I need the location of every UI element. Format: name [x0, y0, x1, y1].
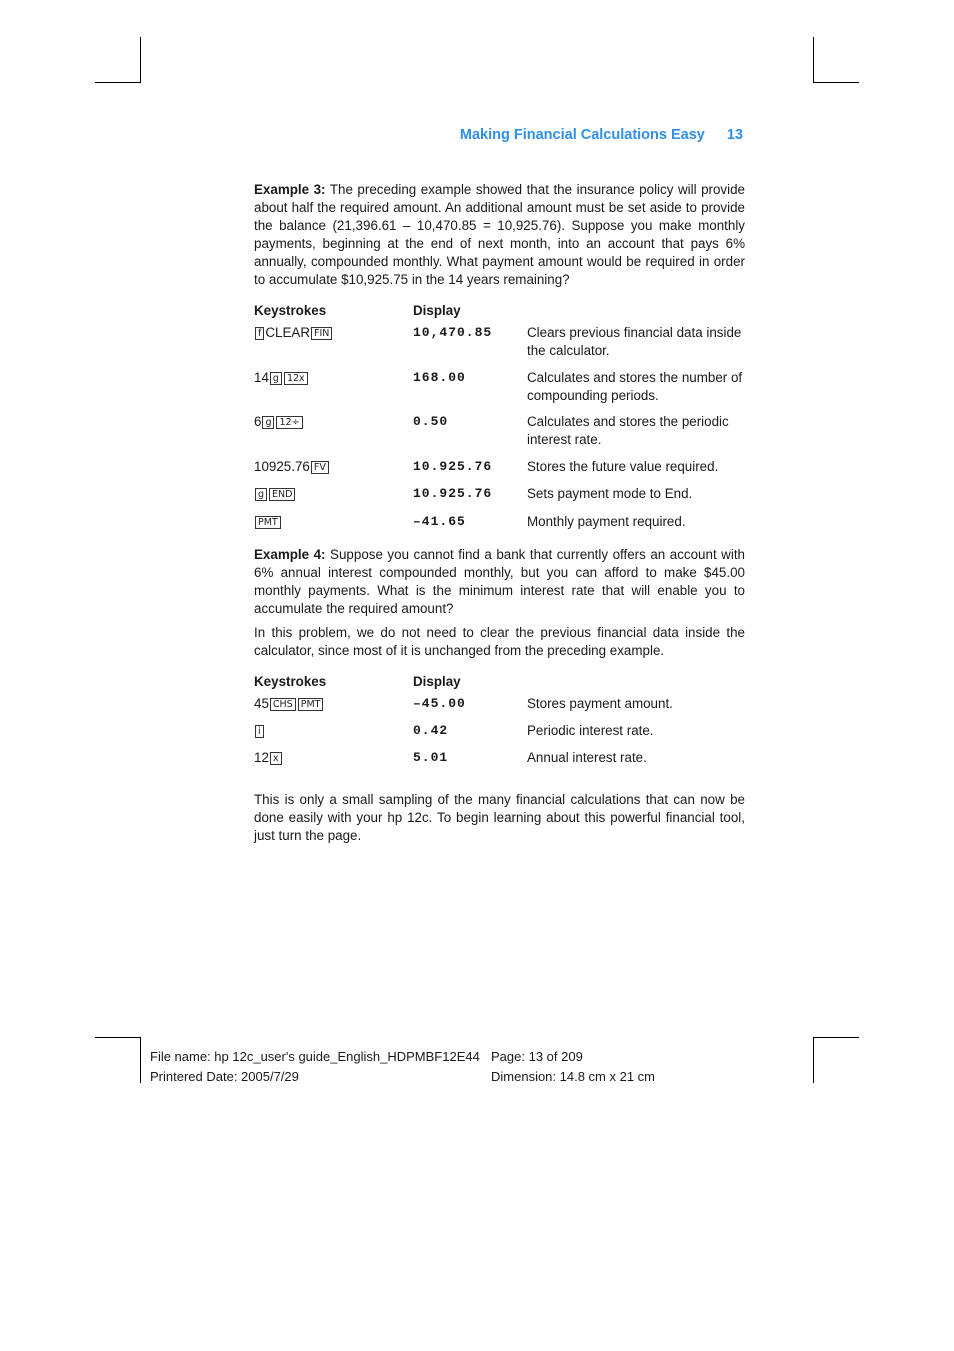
table-row — [254, 485, 745, 513]
crop-mark-top-right-v — [813, 37, 814, 83]
keystroke-cell — [254, 722, 413, 749]
header-title: Making Financial Calculations Easy — [459, 127, 705, 143]
description: Annual interest rate. — [527, 750, 647, 765]
footer-dimension: Dimension: 14.8 cm x 21 cm — [491, 1069, 656, 1084]
header-page-number: 13 — [726, 127, 743, 143]
description: Monthly payment required. — [527, 514, 686, 529]
pmt-key: PMT — [298, 698, 324, 711]
table-row — [254, 513, 745, 540]
display-value: 0.50 — [413, 414, 449, 429]
display-value: 10.925.76 — [413, 459, 493, 474]
f-key: f — [255, 327, 264, 340]
keystroke-cell — [254, 513, 413, 540]
crop-mark-bottom-right-h — [813, 1037, 859, 1038]
example-4-paragraph — [254, 546, 745, 618]
crop-mark-bottom-right-v — [813, 1037, 814, 1083]
description: Stores the future value required. — [527, 459, 719, 474]
crop-mark-bottom-left-v — [140, 1037, 141, 1083]
display-value: 0.42 — [413, 723, 449, 738]
description: Calculates and stores the number of compounding periods. — [527, 370, 743, 403]
example-4-label: Example 4: — [254, 547, 326, 562]
table-row — [254, 324, 745, 369]
crop-mark-top-right-h — [813, 82, 859, 83]
g-key: g — [255, 488, 267, 501]
closing-paragraph: This is only a small sampling of the many financial calculations that can now be done easily with your hp 12c. To begin learning about this powerful financial tool, just turn the page. — [254, 792, 745, 843]
pmt-key: PMT — [255, 516, 281, 529]
chs-key: CHS — [270, 698, 296, 711]
keystroke-table-2 — [254, 668, 745, 776]
display-value: 10,470.85 — [413, 325, 493, 340]
display-value: 10.925.76 — [413, 486, 493, 501]
keystroke-cell — [254, 485, 413, 513]
i-key: i — [255, 725, 264, 738]
page-content — [254, 181, 745, 845]
table-row — [254, 458, 745, 485]
display-value: 168.00 — [413, 370, 466, 385]
col-keystrokes: Keystrokes — [254, 302, 327, 318]
table-row — [254, 722, 745, 749]
display-value: –41.65 — [413, 514, 466, 529]
col-keystrokes: Keystrokes — [254, 673, 327, 689]
description: Calculates and stores the periodic interest rate. — [527, 414, 729, 447]
description: Sets payment mode to End. — [527, 486, 693, 501]
keystroke-cell: 12 x — [254, 749, 413, 776]
footer-file-name: File name: hp 12c_user's guide_English_HDPMBF12E44 — [150, 1049, 480, 1064]
table-row — [254, 369, 745, 413]
fv-key: FV — [311, 461, 329, 474]
running-header — [254, 127, 743, 143]
crop-mark-bottom-left-h — [95, 1037, 141, 1038]
g-key: g — [262, 416, 274, 429]
description: Periodic interest rate. — [527, 723, 654, 738]
description: Clears previous financial data inside the calculator. — [527, 325, 742, 358]
fin-key: FIN — [311, 327, 332, 340]
col-display: Display — [413, 302, 461, 318]
12div-key: 12÷ — [276, 416, 302, 429]
keystroke-cell: 10925.76 FV — [254, 458, 413, 485]
example-3-label: Example 3: — [254, 182, 326, 197]
keystroke-table-1 — [254, 297, 745, 540]
end-key: END — [269, 488, 295, 501]
table-row — [254, 749, 745, 776]
example-3-paragraph — [254, 181, 745, 289]
example-4-paragraph-2: In this problem, we do not need to clear the previous financial data inside the calculator, since most of it is unchanged from the preceding example. — [254, 625, 745, 658]
crop-mark-top-left-v — [140, 37, 141, 83]
g-key: g — [270, 372, 282, 385]
display-value: –45.00 — [413, 696, 466, 711]
example-3-text: The preceding example showed that the insurance policy will provide about half the required amount. An additional amount must be set aside to provide the balance (21,396.61 – 10,470.85 = 10,925.76). Suppose you make monthly payments, beginning at the end of next month, into an account that pays 6% annually, compounded monthly. What payment amount would be required in order to accumulate $10,925.75 in the 14 years remaining? — [254, 182, 745, 287]
description: Stores payment amount. — [527, 696, 673, 711]
footer-printed-date: Printered Date: 2005/7/29 — [150, 1069, 299, 1084]
footer-page: Page: 13 of 209 — [491, 1049, 583, 1064]
table-row — [254, 413, 745, 458]
keystroke-cell: 14 g 12x — [254, 369, 413, 413]
print-footer — [150, 1047, 710, 1087]
keystroke-cell: 45 CHS PMT — [254, 695, 413, 722]
12x-key: 12x — [284, 372, 308, 385]
table-row — [254, 695, 745, 722]
crop-mark-top-left-h — [95, 82, 141, 83]
keystroke-cell: 6 g 12÷ — [254, 413, 413, 458]
display-value: 5.01 — [413, 750, 449, 765]
keystroke-cell: f CLEAR FIN — [254, 324, 413, 369]
multiply-key: x — [270, 752, 282, 765]
example-4-text: Suppose you cannot find a bank that currently offers an account with 6% annual interest compounded monthly, but you can afford to make $45.00 monthly payments. What is the minimum interest rate that will enable you to accumulate the required amount? — [254, 547, 745, 616]
col-display: Display — [413, 673, 461, 689]
